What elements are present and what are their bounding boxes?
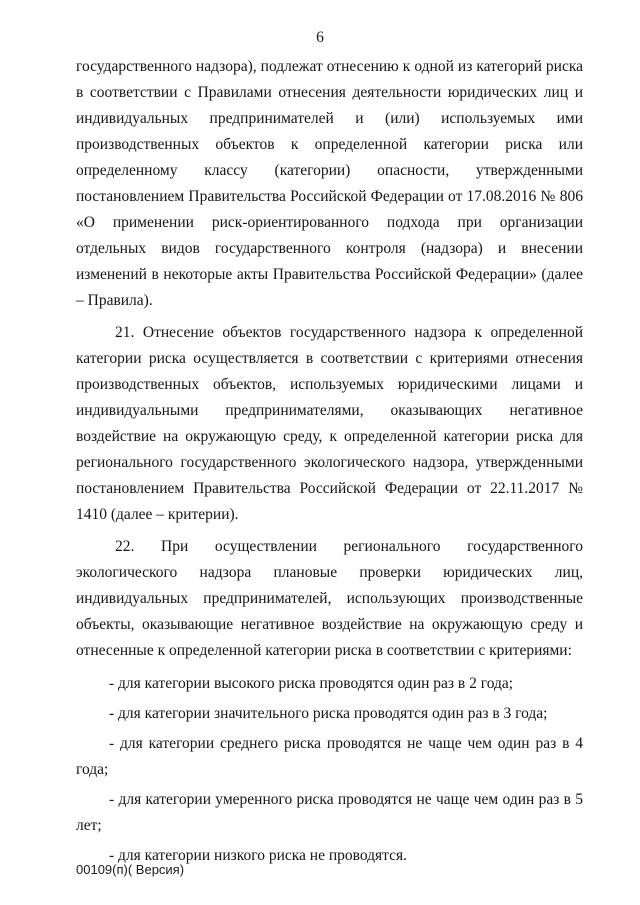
list-item-high-risk: - для категории высокого риска проводятся один раз в 2 года; — [109, 675, 514, 692]
paragraph-21: 21. Отнесение объектов государственного надзора к определенной категории риска осуществляется в соответствии с критериями отнесения производственных объектов, используемых юридическими лицами и индивидуальными предпринимателями, оказывающих негативное воздействие на окружающую среду, к определенной категории риска для регионального государственного экологического надзора, утвержденными постановлением Правительства Российской Федерации от 22.11.2017 № 1410 (далее – критерии). — [76, 324, 583, 523]
paragraph-continuation: государственного надзора), подлежат отнесению к одной из категорий риска в соответствии с Правилами отнесения деятельности юридических лиц и индивидуальных предпринимателей и (или) используемых ими производственных объектов к определенной категории риска или определенному классу (категории) опасности, утвержденными постановлением Правительства Российской Федерации от 17.08.2016 № 806 «О применении риск-ориентированного подхода при организации отдельных видов государственного контроля (надзора) и внесении изменений в некоторые акты Правительства Российской Федерации» (далее – Правила). — [76, 58, 583, 309]
inspection-frequency-list — [76, 671, 583, 869]
paragraph-22: 22. При осуществлении регионального государственного экологического надзора плановые проверки юридических лиц, индивидуальных предпринимателей, использующих производственные объекты, оказывающие негативное воздействие на окружающую среду и отнесенные к определенной категории риска в соответствии с критериями: — [76, 538, 583, 659]
list-item-low-risk: - для категории низкого риска не проводятся. — [109, 847, 408, 864]
document-code: 00109(п)( Версия) — [76, 862, 185, 877]
list-item-medium-risk: - для категории среднего риска проводятся не чаще чем один раз в 4 года; — [76, 735, 583, 778]
list-item-moderate-risk: - для категории умеренного риска проводятся не чаще чем один раз в 5 лет; — [76, 791, 583, 834]
document-body — [76, 54, 583, 873]
list-item-significant-risk: - для категории значительного риска проводятся один раз в 3 года; — [109, 705, 548, 722]
page-number: 6 — [316, 29, 324, 46]
